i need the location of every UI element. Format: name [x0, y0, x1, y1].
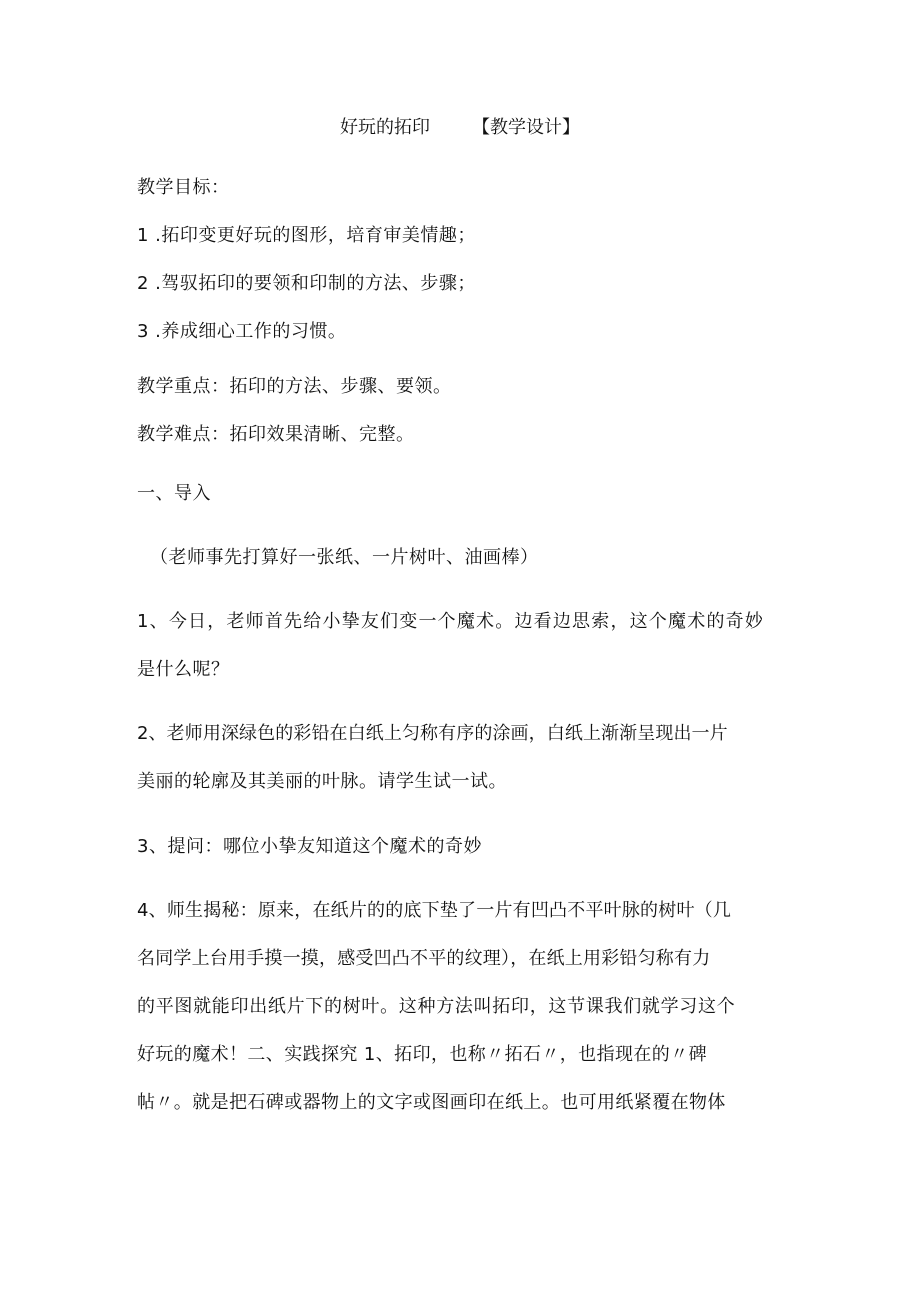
objective-item-2: 2 .驾驭拓印的要领和印制的方法、步骤； — [137, 273, 476, 294]
section-heading-intro: 一、导入 — [137, 483, 211, 504]
paragraph-4-line-1: 4、师生揭秘：原来，在纸片的的底下垫了一片有凹凸不平叶脉的树叶（几 — [137, 900, 732, 921]
paragraph-4-line-2: 名同学上台用手摸一摸，感受凹凸不平的纹理），在纸上用彩铅匀称有力 — [137, 948, 711, 969]
objective-item-3: 3 .养成细心工作的习惯。 — [137, 321, 347, 342]
paragraph-4-line-3: 的平图就能印出纸片下的树叶。这种方法叫拓印，这节课我们就学习这个 — [137, 996, 736, 1017]
paragraph-4-line-5: 帖〃。就是把石碑或器物上的文字或图画印在纸上。也可用纸紧覆在物体 — [137, 1092, 726, 1113]
paragraph-4-line-4: 好玩的魔术！二、实践探究 1、拓印，也称〃拓石〃，也指现在的〃碑 — [137, 1044, 707, 1065]
title-main: 好玩的拓印 — [340, 117, 430, 138]
paragraph-2-line-2: 美丽的轮廓及其美丽的叶脉。请学生试一试。 — [137, 771, 507, 792]
document-title — [0, 116, 920, 140]
title-sub: 【教学设计】 — [472, 117, 580, 138]
objective-item-1: 1 .拓印变更好玩的图形，培育审美情趣； — [137, 225, 476, 246]
materials-note: （老师事先打算好一张纸、一片树叶、油画棒） — [150, 547, 539, 568]
paragraph-1-line-1: 1、今日，老师首先给小挚友们变一个魔术。边看边思索，这个魔术的奇妙 — [137, 611, 765, 632]
objectives-heading: 教学目标： — [137, 177, 230, 198]
paragraph-3-line-1: 3、提问：哪位小挚友知道这个魔术的奇妙 — [137, 836, 482, 857]
paragraph-2-line-1: 2、老师用深绿色的彩铅在白纸上匀称有序的涂画，白纸上渐渐呈现出一片 — [137, 723, 728, 744]
paragraph-1-line-2: 是什么呢？ — [137, 659, 230, 680]
key-point: 教学重点：拓印的方法、步骤、要领。 — [137, 376, 452, 397]
difficulty: 教学难点：拓印效果清晰、完整。 — [137, 424, 415, 445]
